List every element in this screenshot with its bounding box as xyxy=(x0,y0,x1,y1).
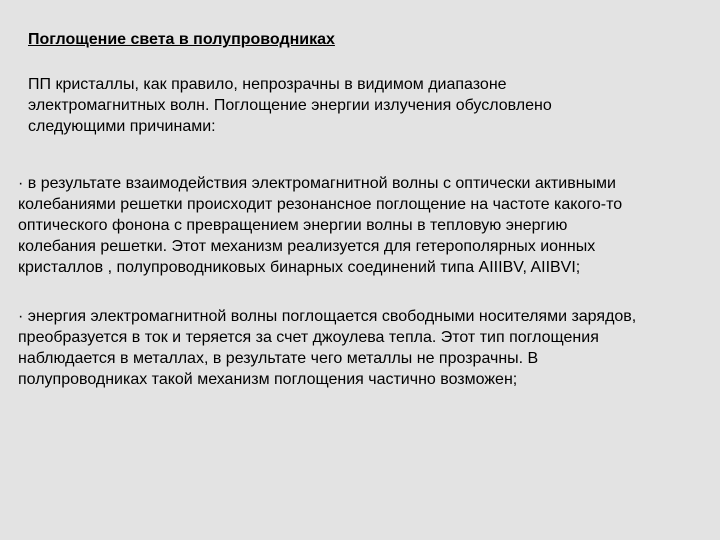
bullet-line: оптического фонона с превращением энергии волны в тепловую энергию xyxy=(18,217,568,234)
bullet-line: колебаниями решетки происходит резонансное поглощение на частоте какого-то xyxy=(18,196,623,213)
intro-line: электромагнитных волн. Поглощение энергии излучения обусловлено xyxy=(28,97,552,114)
bullet-line: колебания решетки. Этот механизм реализуется для гетерополярных ионных xyxy=(18,238,596,255)
bullet-item-free-carrier-absorption xyxy=(18,306,718,390)
bullet-line: кристаллов , полупроводниковых бинарных соединений типа AIIIBV, AIIBVI; xyxy=(18,259,581,276)
intro-paragraph xyxy=(28,74,648,137)
intro-line: следующими причинами: xyxy=(28,118,216,135)
bullet-line: · энергия электромагнитной волны поглощается свободными носителями зарядов, xyxy=(18,308,637,325)
bullet-line: · в результате взаимодействия электромагнитной волны с оптически активными xyxy=(18,175,616,192)
bullet-item-lattice-absorption xyxy=(18,173,718,278)
intro-line: ПП кристаллы, как правило, непрозрачны в видимом диапазоне xyxy=(28,76,507,93)
bullet-line: преобразуется в ток и теряется за счет джоулева тепла. Этот тип поглощения xyxy=(18,329,599,346)
bullet-line: полупроводниках такой механизм поглощения частично возможен; xyxy=(18,371,518,388)
slide-title: Поглощение света в полупроводниках xyxy=(28,31,335,48)
bullet-line: наблюдается в металлах, в результате чего металлы не прозрачны. В xyxy=(18,350,539,367)
